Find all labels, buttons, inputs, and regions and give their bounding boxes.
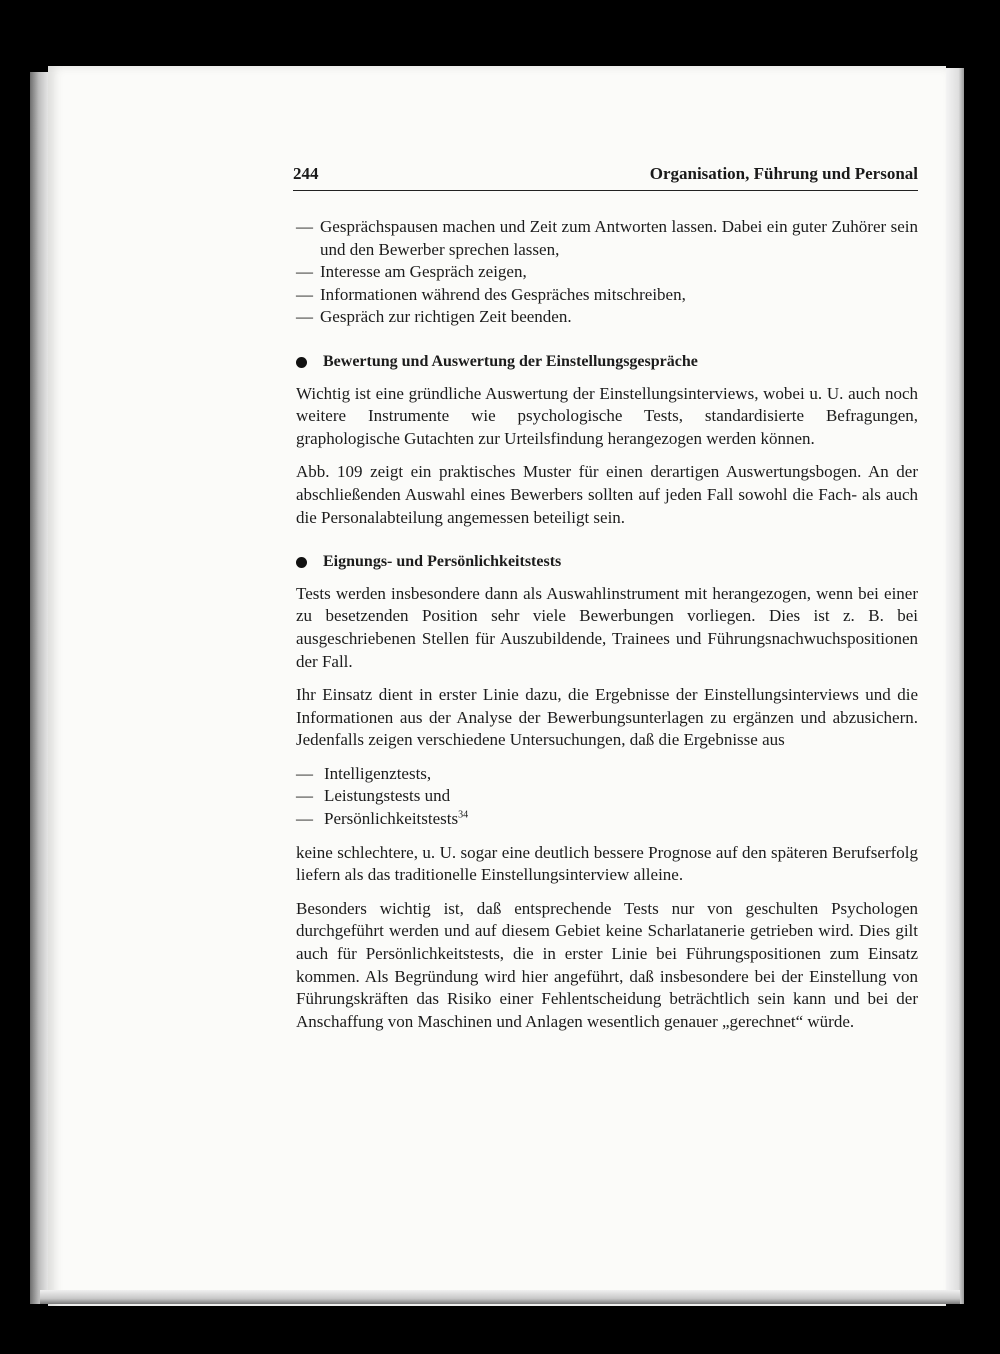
running-title: Organisation, Führung und Personal	[649, 164, 918, 183]
paragraph: Abb. 109 zeigt ein praktisches Muster für einen derartigen Auswertungsbogen. An der abschließenden Auswahl eines Bewerbers sollten auf jeden Fall sowohl die Fach- als auch die Personalabteilung angemessen beteiligt sein.	[296, 462, 918, 527]
paragraph: Tests werden insbesondere dann als Auswahlinstrument mit herangezogen, wenn bei einer zu besetzenden Position sehr viele Bewerbungen vorliegen. Dies ist z. B. bei ausgeschriebenen Stellen für Auszubildende, Trainees und Führungsnachwuchspositionen der Fall.	[296, 583, 918, 671]
page-body	[296, 216, 918, 1044]
interview-tips-list	[296, 216, 918, 329]
paragraph: Ihr Einsatz dient in erster Linie dazu, die Ergebnisse der Einstellungsinterviews und die Informationen aus der Analyse der Bewerbungsunterlagen zu ergänzen und abzusichern. Jedenfalls zeigen verschiedene Untersuchungen, daß die Ergebnisse aus	[296, 685, 918, 750]
list-item: — Leistungstests und	[296, 785, 918, 808]
paragraph: Wichtig ist eine gründliche Auswertung der Einstellungsinterviews, wobei u. U. auch noch weitere Instrumente wie psychologische Tests, standardisierte Befragungen, graphologische Gutachten zur Urteilsfindung herangezogen werden können.	[296, 383, 918, 448]
list-item: — Intelligenztests,	[296, 763, 918, 786]
paragraph: Besonders wichtig ist, daß entsprechende Tests nur von geschulten Psychologen durchgeführt werden und auf diesem Gebiet keine Scharlatanerie getrieben wird. Dies gilt auch für Persönlichkeitstests, die in erster Linie bei Führungspositionen zum Einsatz kommen. Als Begründung wird hier angeführt, daß insbesondere bei der Einstellung von Führungskräften das Risiko einer Fehlentscheidung beträchtlich sein kann und bei der Anschaffung von Maschinen und Anlagen wesentlich genauer „gerechnet“ würde.	[296, 898, 918, 1031]
dash-marker: —	[296, 786, 313, 806]
list-item: — Persönlichkeitstests$^{34}$	[296, 808, 918, 831]
page-bottom-edge	[40, 1290, 960, 1304]
bullet-icon	[296, 557, 307, 568]
dash-marker: —	[296, 217, 313, 236]
list-item: — Interesse am Gespräch zeigen,	[296, 261, 918, 284]
test-types-list	[296, 763, 918, 831]
paragraph: keine schlechtere, u. U. sogar eine deutlich bessere Prognose auf den späteren Berufserfolg liefern als das traditionelle Einstellungsinterview alleine.	[296, 842, 918, 885]
footnote-reference: 34	[458, 809, 469, 821]
dash-marker: —	[296, 763, 313, 783]
section-heading-evaluation: Bewertung und Auswertung der Einstellungsgespräche	[296, 351, 918, 374]
page-number: 244	[293, 164, 319, 183]
page-header	[293, 160, 918, 191]
page-right-edge	[946, 68, 964, 1304]
dash-marker: —	[296, 262, 313, 282]
list-item: — Gesprächspausen machen und Zeit zum Antworten lassen. Dabei ein guter Zuhörer sein und den Bewerber sprechen lassen,	[296, 217, 918, 259]
list-item: — Gespräch zur richtigen Zeit beenden.	[296, 306, 918, 329]
dash-marker: —	[296, 809, 313, 829]
dash-marker: —	[296, 284, 313, 304]
list-item: — Informationen während des Gespräches mitschreiben,	[296, 284, 918, 307]
bullet-icon	[296, 357, 307, 368]
dash-marker: —	[296, 307, 313, 327]
section-heading-tests: Eignungs- und Persönlichkeitstests	[296, 551, 918, 574]
